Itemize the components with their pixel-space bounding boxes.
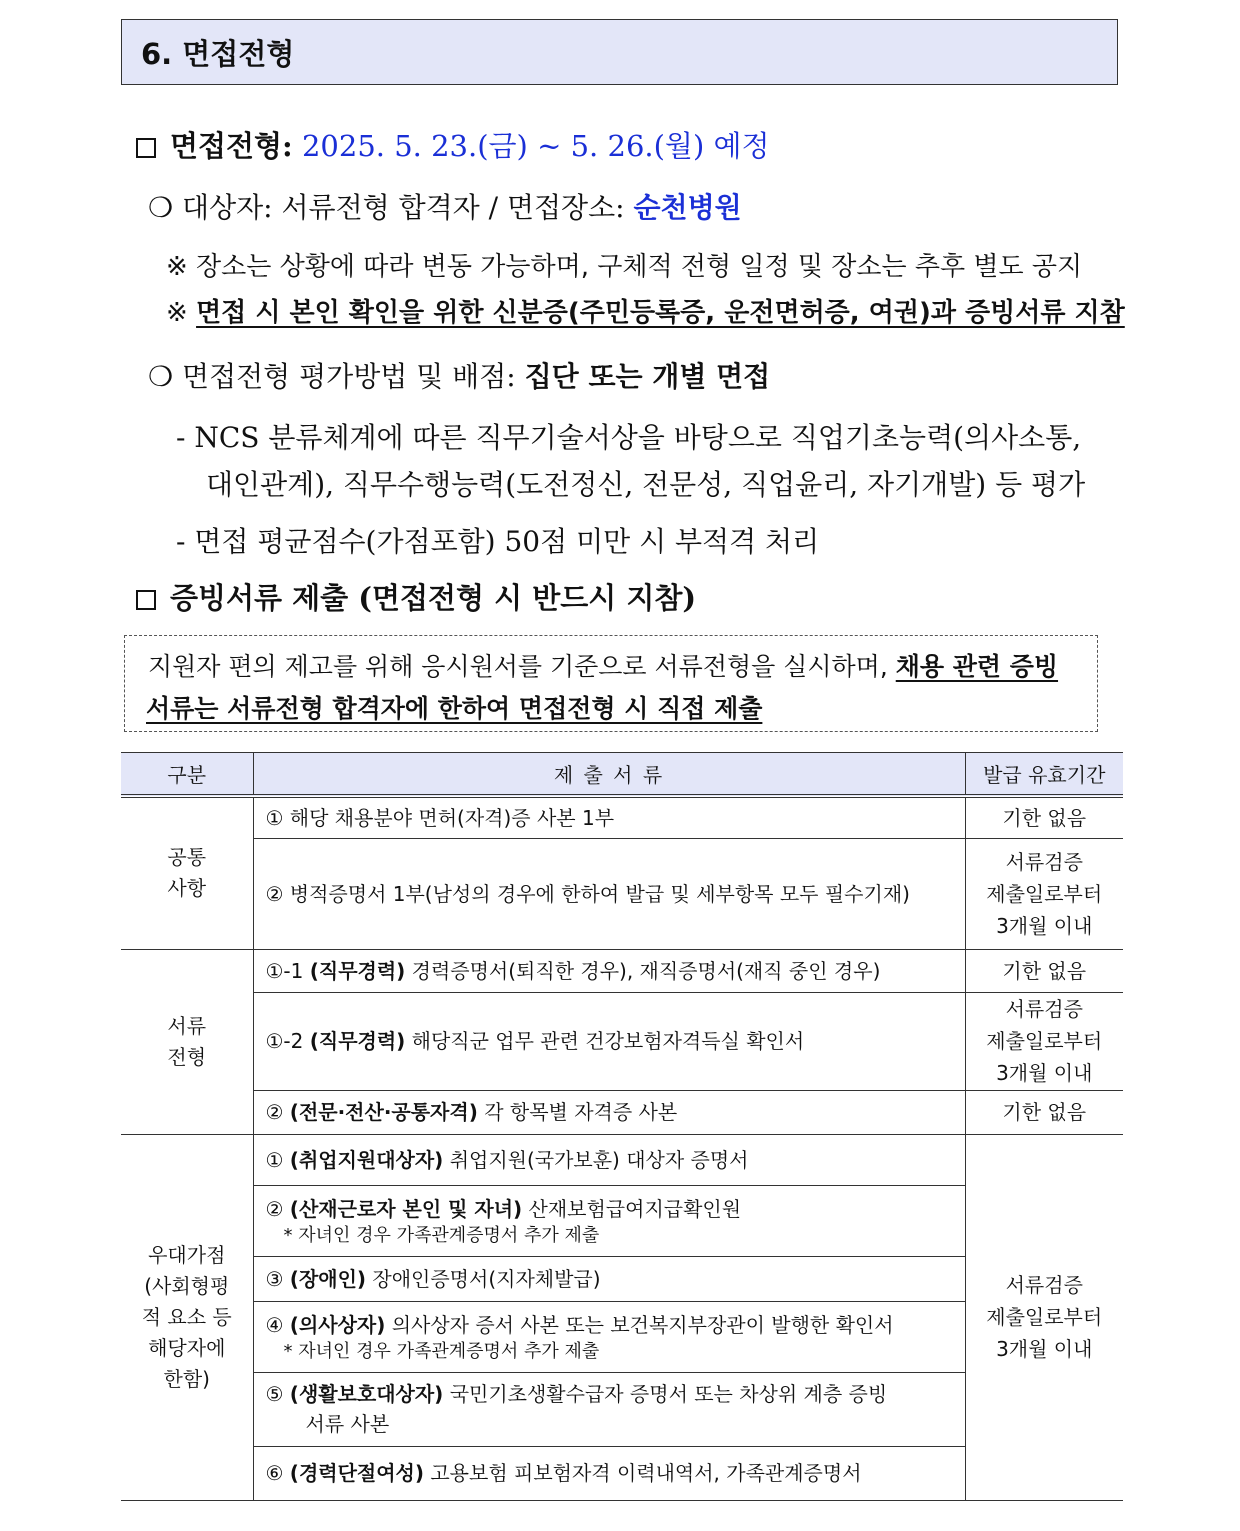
notice-line-2: 서류는 서류전형 합격자에 한하여 면접전형 시 직접 제출 xyxy=(146,694,763,723)
category-line: 한함) xyxy=(163,1366,210,1391)
validity-cell xyxy=(965,1134,1123,1500)
category-line: 사항 xyxy=(167,876,207,901)
validity-cell: 기한 없음 xyxy=(965,949,1123,992)
target-text: 대상자: 서류전형 합격자 / 면접장소: xyxy=(182,191,625,224)
section-title: 6. 면접전형 xyxy=(141,37,295,71)
doc-item xyxy=(253,1256,965,1301)
item-number: ①-2 xyxy=(265,1029,304,1053)
interview-heading xyxy=(136,124,770,165)
interview-place: 순천병원 xyxy=(633,191,742,224)
header-documents: 제 출 서 류 xyxy=(253,753,965,797)
validity-line: 서류검증 xyxy=(1005,849,1083,874)
item-type: (취업지원대상자) xyxy=(289,1147,444,1172)
validity-line: 제출일로부터 xyxy=(986,1029,1103,1053)
item-text: 산재보험급여지급확인원 xyxy=(528,1196,742,1221)
documents-table xyxy=(121,752,1123,1501)
notice-line-1 xyxy=(148,647,1058,683)
category-screening xyxy=(121,949,253,1134)
notice-plain: 지원자 편의 제고를 위해 응시원서를 기준으로 서류전형을 실시하며, xyxy=(148,652,888,681)
table-row xyxy=(121,796,1123,838)
validity-line: 서류검증 xyxy=(1005,1273,1083,1297)
method-line xyxy=(148,355,770,395)
documents-heading-text: 증빙서류 제출 (면접전형 시 반드시 지참) xyxy=(170,581,697,615)
circle-bullet-icon: ❍ xyxy=(148,191,174,224)
item-type: (생활보호대상자) xyxy=(289,1382,444,1406)
doc-item xyxy=(253,1090,965,1134)
item-number: ⑤ xyxy=(265,1382,284,1406)
validity-line: 제출일로부터 xyxy=(986,1305,1103,1329)
item-type: (의사상자) xyxy=(289,1312,386,1337)
item-text: 해당직군 업무 관련 건강보험자격득실 확인서 xyxy=(411,1029,805,1053)
table-row xyxy=(121,1090,1123,1134)
item-type: (전문·전산·공통자격) xyxy=(289,1100,478,1124)
item-note: * 자녀인 경우 가족관계증명서 추가 제출 xyxy=(283,1340,600,1362)
category-common xyxy=(121,796,253,949)
doc-item xyxy=(253,949,965,992)
interview-date: 2025. 5. 23.(금) ~ 5. 26.(월) 예정 xyxy=(301,129,770,163)
doc-item xyxy=(253,1301,965,1372)
item-type: (직무경력) xyxy=(309,1029,406,1053)
circle-bullet-icon: ❍ xyxy=(148,360,174,393)
header-validity: 발급 유효기간 xyxy=(965,753,1123,797)
table-row xyxy=(121,838,1123,949)
category-line: 공통 xyxy=(167,845,207,870)
validity-line: 3개월 이내 xyxy=(996,913,1093,938)
checkbox-square-icon xyxy=(136,590,156,610)
item-text: 국민기초생활수급자 증명서 또는 차상위 계층 증빙 xyxy=(449,1382,888,1406)
item-type: (장애인) xyxy=(289,1266,367,1291)
ncs-line-2: 대인관계), 직무수행능력(도전정신, 전문성, 직업윤리, 자기개발) 등 평가 xyxy=(206,468,1086,501)
item-number: ① xyxy=(265,1147,284,1172)
doc-item xyxy=(253,1446,965,1500)
item-number: ④ xyxy=(265,1312,284,1337)
table-header-row xyxy=(121,753,1123,797)
table-row xyxy=(121,992,1123,1090)
interview-heading-label: 면접전형: xyxy=(170,129,293,163)
table-row xyxy=(121,1134,1123,1185)
doc-item xyxy=(253,1185,965,1256)
item-number: ①-1 xyxy=(265,958,304,983)
doc-item xyxy=(253,992,965,1090)
validity-cell xyxy=(965,838,1123,949)
item-text: 고용보험 피보험자격 이력내역서, 가족관계증명서 xyxy=(430,1461,862,1485)
category-line: 적 요소 등 xyxy=(141,1304,232,1329)
doc-item xyxy=(253,1134,965,1185)
item-type: (직무경력) xyxy=(309,958,406,983)
category-line: 전형 xyxy=(167,1044,207,1069)
item-text-continued: 서류 사본 xyxy=(305,1412,390,1436)
notice-bold-1: 채용 관련 증빙 xyxy=(895,652,1059,681)
item-number: ② xyxy=(265,1100,284,1124)
checkbox-square-icon xyxy=(136,138,156,158)
item-note: * 자녀인 경우 가족관계증명서 추가 제출 xyxy=(283,1224,600,1246)
item-type: (경력단절여성) xyxy=(289,1461,424,1485)
doc-item: ② 병적증명서 1부(남성의 경우에 한하여 발급 및 세부항목 모두 필수기재) xyxy=(253,838,965,949)
note-schedule: ※ 장소는 상황에 따라 변동 가능하며, 구체적 전형 일정 및 장소는 추후 별도 공지 xyxy=(166,252,1083,282)
item-number: ③ xyxy=(265,1266,284,1291)
header-category: 구분 xyxy=(121,753,253,797)
category-preference xyxy=(121,1134,253,1500)
item-type: (산재근로자 본인 및 자녀) xyxy=(289,1196,523,1221)
item-text: 장애인증명서(지자체발급) xyxy=(372,1266,601,1291)
note-id-text: 면접 시 본인 확인을 위한 신분증(주민등록증, 운전면허증, 여권)과 증빙서류 지참 xyxy=(196,298,1125,328)
method-value: 집단 또는 개별 면접 xyxy=(524,360,771,393)
item-text: 경력증명서(퇴직한 경우), 재직증명서(재직 중인 경우) xyxy=(411,958,881,983)
validity-cell xyxy=(965,992,1123,1090)
validity-line: 서류검증 xyxy=(1005,997,1083,1021)
validity-line: 3개월 이내 xyxy=(996,1337,1093,1361)
validity-cell: 기한 없음 xyxy=(965,796,1123,838)
note-mark: ※ xyxy=(166,298,188,328)
item-text: 각 항목별 자격증 사본 xyxy=(484,1100,678,1124)
category-line: 해당자에 xyxy=(148,1335,226,1360)
validity-cell: 기한 없음 xyxy=(965,1090,1123,1134)
doc-item xyxy=(253,1372,965,1446)
item-number: ⑥ xyxy=(265,1461,284,1485)
target-line xyxy=(148,186,742,226)
documents-heading xyxy=(136,576,696,617)
category-line: (사회형평 xyxy=(144,1273,230,1298)
method-label: 면접전형 평가방법 및 배점: xyxy=(182,360,516,393)
fail-line: - 면접 평균점수(가점포함) 50점 미만 시 부적격 처리 xyxy=(176,525,820,558)
validity-line: 3개월 이내 xyxy=(996,1061,1093,1085)
category-line: 우대가점 xyxy=(148,1242,226,1267)
item-number: ② xyxy=(265,1196,284,1221)
note-id-required xyxy=(166,292,1125,329)
doc-item: ① 해당 채용분야 면허(자격)증 사본 1부 xyxy=(253,796,965,838)
item-text: 의사상자 증서 사본 또는 보건복지부장관이 발행한 확인서 xyxy=(391,1312,894,1337)
validity-line: 제출일로부터 xyxy=(986,881,1103,906)
category-line: 서류 xyxy=(167,1013,207,1038)
table-row xyxy=(121,949,1123,992)
item-text: 취업지원(국가보훈) 대상자 증명서 xyxy=(449,1147,749,1172)
ncs-line-1: - NCS 분류체계에 따른 직무기술서상을 바탕으로 직업기초능력(의사소통, xyxy=(176,421,1082,454)
